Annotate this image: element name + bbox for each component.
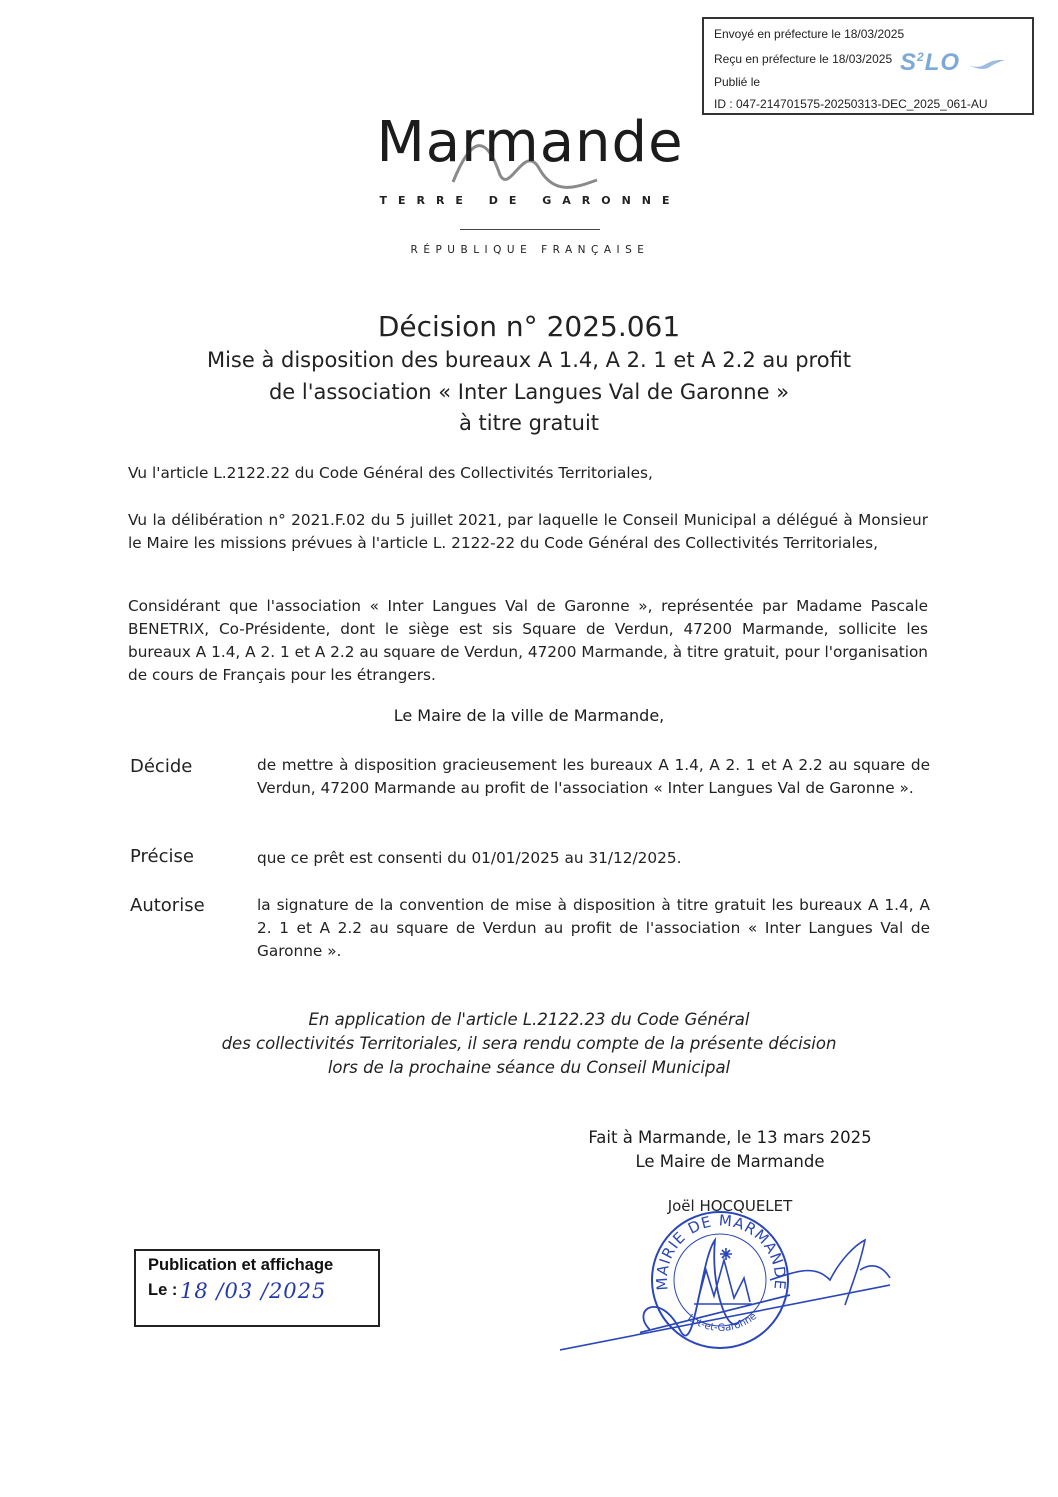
considerant-paragraph: Considérant que l'association « Inter Langues Val de Garonne », représentée par Madame Pascale BENETRIX, Co-Présidente, dont le siège est sis Square de Verdun, 47200 Marmande, sollicite les bureaux A 1.4, A 2. 1 et A 2.2 au square de Verdun, 47200 Marmande, à titre gratuit, pour l'organisation de cours de Français pour les étrangers. xyxy=(128,597,928,684)
publication-title: Publication et affichage xyxy=(148,1256,334,1274)
logo-wave-icon xyxy=(445,120,605,195)
prefecture-stamp-box xyxy=(702,17,1034,115)
prefecture-id: ID : 047-214701575-20250313-DEC_2025_061-AU xyxy=(714,97,988,111)
article-label-decide: Décide xyxy=(130,756,193,777)
decision-subtitle-line: de l'association « Inter Langues Val de Garonne » xyxy=(268,380,790,404)
prefecture-received: Reçu en préfecture le 18/03/2025 xyxy=(714,52,893,66)
decision-subtitle-line: à titre gratuit xyxy=(458,411,600,435)
publication-box xyxy=(134,1249,380,1327)
article-label-precise: Précise xyxy=(130,846,194,867)
seal-text: MAIRIE DE MARMANDE xyxy=(652,1211,790,1292)
application-note-line: des collectivités Territoriales, il sera rendu compte de la présente décision xyxy=(221,1034,837,1053)
signature-flourish xyxy=(560,1230,900,1360)
seal-subtext: Lot-et-Garonne xyxy=(685,1310,760,1334)
vu-article-paragraph: Vu l'article L.2122.22 du Code Général des Collectivités Territoriales, xyxy=(128,464,653,482)
logo-tagline: TERRE DE GARONNE xyxy=(379,194,681,207)
prefecture-published: Publié le xyxy=(714,75,761,89)
application-note xyxy=(0,1008,1058,1080)
logo-divider xyxy=(460,229,600,230)
place-date: Fait à Marmande, le 13 mars 2025 xyxy=(588,1128,872,1147)
city-logo: Marmande xyxy=(376,110,684,175)
s2lo-swoosh-icon xyxy=(968,57,1006,71)
mayor-line: Le Maire de la ville de Marmande, xyxy=(393,706,665,725)
application-note-line: En application de l'article L.2122.23 du Code Général xyxy=(308,1010,750,1029)
article-text-precise: que ce prêt est consenti du 01/01/2025 au 31/12/2025. xyxy=(257,849,682,867)
application-note-line: lors de la prochaine séance du Conseil Municipal xyxy=(327,1058,731,1077)
prefecture-sent: Envoyé en préfecture le 18/03/2025 xyxy=(714,27,905,41)
article-text-autorise: la signature de la convention de mise à disposition à titre gratuit les bureaux A 1.4, A 2. 1 et A 2.2 au square de Verdun au profit de l'association « Inter Langues Val de Garonne ». xyxy=(257,896,930,960)
signer-name: Joël HOCQUELET xyxy=(667,1197,793,1215)
article-text-decide: de mettre à disposition gracieusement les bureaux A 1.4, A 2. 1 et A 2.2 au square de Verdun, 47200 Marmande au profit de l'association « Inter Langues Val de Garonne ». xyxy=(257,756,930,797)
vu-deliberation-paragraph: Vu la délibération n° 2021.F.02 du 5 juillet 2021, par laquelle le Conseil Municipal a délégué à Monsieur le Maire les missions prévues à l'article L. 2122-22 du Code Général des Collectivités Territoriales, xyxy=(128,511,928,552)
s2lo-logo: $S^2LO$ xyxy=(900,49,1006,77)
decision-title: Décision n° 2025.061 xyxy=(377,310,681,343)
article-label-autorise: Autorise xyxy=(130,895,205,916)
signature-block xyxy=(560,1126,900,1174)
decision-subtitle-line: Mise à disposition des bureaux A 1.4, A 2. 1 et A 2.2 au profit xyxy=(206,348,852,372)
signer-role: Le Maire de Marmande xyxy=(635,1152,825,1171)
republique-francaise: RÉPUBLIQUE FRANÇAISE xyxy=(410,244,650,256)
publication-le-label: Le : xyxy=(148,1281,178,1299)
publication-date-handwritten: 18 /03 /2025 xyxy=(180,1279,327,1303)
